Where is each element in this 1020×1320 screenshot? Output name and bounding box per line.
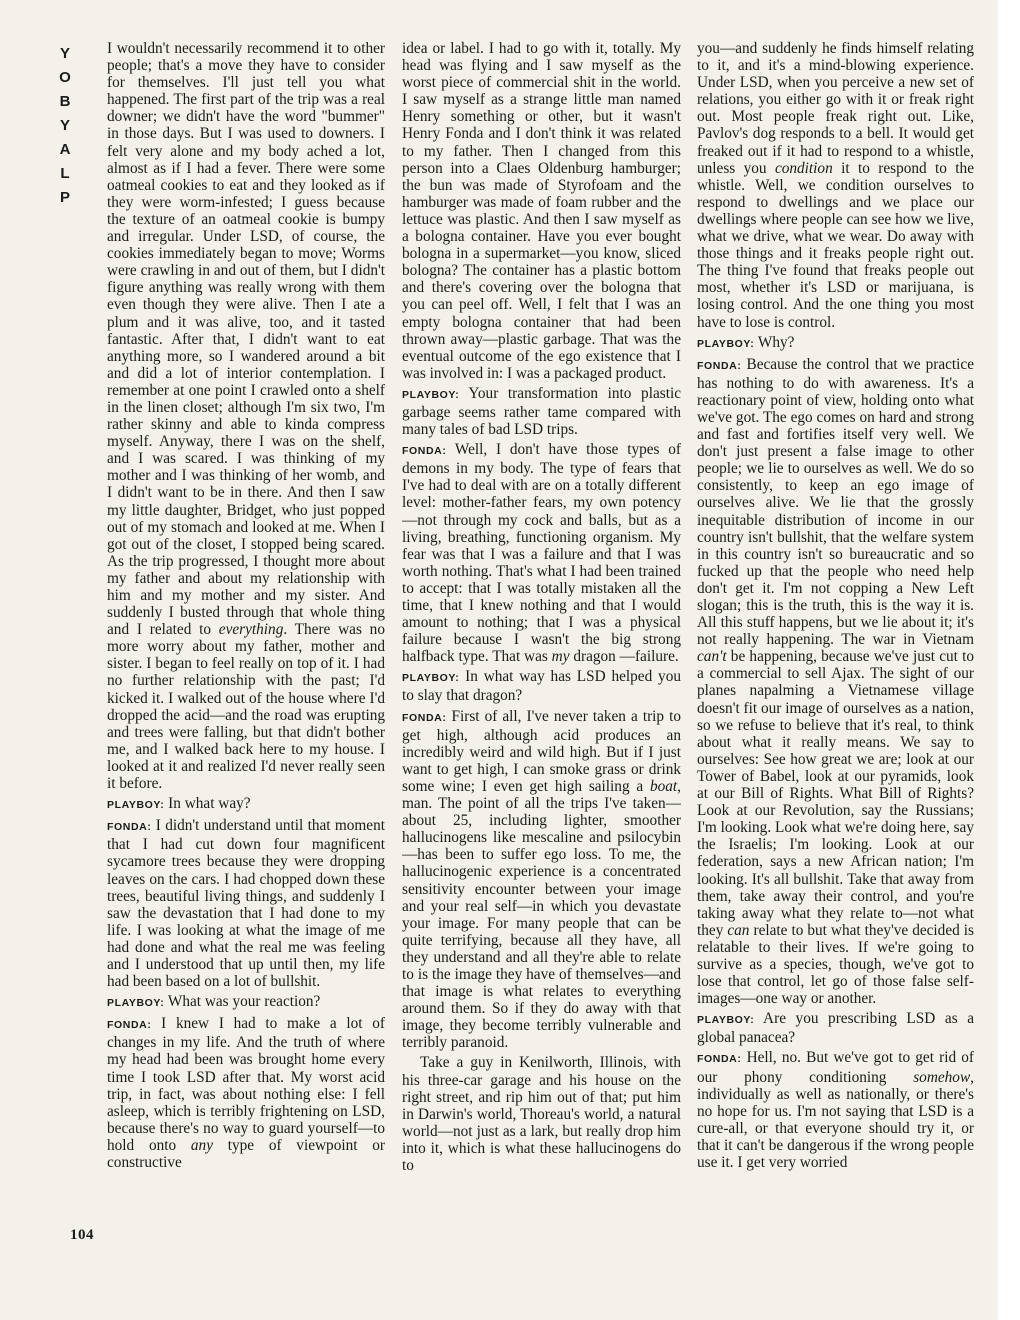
speaker-label: FONDA:: [107, 821, 152, 834]
question: [697, 1010, 974, 1046]
emphasis: everything: [218, 621, 284, 639]
speaker-label: FONDA:: [697, 359, 742, 372]
text-run: dragon —failure.: [573, 648, 679, 666]
paragraph: [107, 40, 385, 792]
speaker-label: PLAYBOY:: [402, 672, 460, 685]
question: [402, 668, 681, 704]
speaker-label: FONDA:: [697, 1053, 742, 1066]
paragraph: [402, 1054, 681, 1174]
text-run: you—and suddenly he finds himself relating to it, and it's a mind-blowing experience. Under LSD, when you perceive a new set of relations, you either go with it or freak right out. Most people freak right out. Like, Pavlov's dog responds to a bell. It would get freaked out if it had to respond to a whistle, unless you: [697, 40, 974, 177]
masthead-letter: L: [60, 165, 70, 182]
text-run: . There was no more worry about my father, mother and sister. I began to feel really on top of it. I had no further relationship with the past; I'd kicked it. I walked out of the house where I'd dropped the acid—and the road was erupting and trees were falling, but that didn't bother me, and I walked back here to my house. I looked at it and realized I'd never really seen it before.: [107, 621, 385, 793]
question: [107, 993, 385, 1012]
text-run: Take a guy in Kenilworth, Illinois, with his three-car garage and his house on the right street, and rip him out of that; put him in Darwin's world, Thoreau's world, a natural world—not just as a lark, but really drop him into it, which is what these hallucinogens do to: [402, 1054, 681, 1174]
masthead-letter: A: [59, 141, 71, 158]
emphasis: can't: [697, 648, 727, 666]
answer: [107, 1015, 385, 1171]
answer: [697, 356, 974, 1008]
speaker-label: FONDA:: [107, 1019, 152, 1032]
speaker-label: PLAYBOY:: [107, 997, 165, 1010]
paragraph: [697, 40, 974, 331]
emphasis: condition: [774, 159, 833, 177]
text-run: idea or label. I had to go with it, totally. My head was flying and I saw myself as the worst piece of commercial shit in the world. I saw myself as a strange little man named Henry something or other, but it wasn't Henry Fonda and I don't think it was related to my father. Then I changed from this person into a Claes Oldenburg hamburger; the bun was made of Styrofoam and the hamburger was made of foam rubber and the lettuce was plastic. And then I saw myself as a bologna container. Have you ever bought bologna in a supermarket—you know, sliced bologna? The container has a plastic bottom and there's covering over the bologna that you can peel off. Well, I felt that I was an empty bologna container that had been thrown away—plastic garbage. That was the eventual outcome of the ego existence that I was involved in: I was a packaged product.: [402, 40, 681, 382]
speaker-label: PLAYBOY:: [697, 337, 755, 350]
speaker-label: FONDA:: [402, 445, 447, 458]
masthead-letter: B: [59, 93, 71, 110]
text-run: In what way has LSD helped you to slay that dragon?: [402, 668, 681, 705]
text-run: relate to but what they've decided is relatable to their lives. If we're going to survive as a species, though, we've got to lose that control, let go of those false self-images—one way or another.: [697, 921, 974, 1008]
answer: [107, 817, 385, 990]
text-column-3: [697, 40, 974, 1302]
text-column-2: [402, 40, 681, 1302]
answer: [697, 1049, 974, 1171]
masthead-letter: O: [59, 69, 71, 86]
speaker-label: FONDA:: [402, 711, 447, 724]
text-run: Why?: [757, 333, 795, 351]
emphasis: my: [551, 648, 570, 666]
text-run: Well, I don't have those types of demons in my body. The type of fears that I've had to deal with are on a totally different level: mother-father fears, my own potency—not through my cock and balls, but as a living, breathing, functioning organism. My fear was that I was a failure and that I was worth nothing. That's what I had been trained to accept: that I was totally mistaken all the time, that I knew nothing and that I would amount to nothing; that I was a physical failure because I wasn't the big strong halfback type. That was: [402, 441, 681, 666]
speaker-label: PLAYBOY:: [402, 388, 460, 401]
masthead-letter: P: [59, 189, 70, 206]
emphasis: any: [190, 1136, 213, 1154]
emphasis: can: [727, 921, 750, 939]
text-run: Your transformation into plastic garbage seems rather tame compared with many tales of bad LSD trips.: [402, 384, 681, 439]
text-run: Are you prescribing LSD as a global panacea?: [697, 1010, 974, 1047]
question: [402, 385, 681, 438]
text-run: I knew I had to make a lot of changes in my life. And the truth of where my head had been was brought home every time I took LSD after that. My worst acid trip, in fact, was about nothing else: I fell asleep, which is terribly frightening on LSD, because there's no way to guard yourself—to hold onto: [107, 1015, 385, 1154]
emphasis: boat: [649, 777, 678, 795]
page-edge: [998, 0, 1020, 1320]
text-run: , individually as well as nationally, or there's no hope for us. I'm not saying that LSD is a cure-all, or that everyone should try it, or that it can't be dangerous if the wrong people use it. I get very worried: [697, 1068, 974, 1171]
text-run: In what way?: [168, 795, 251, 813]
text-column-1: [107, 40, 385, 1302]
text-run: First of all, I've never taken a trip to get high, although acid produces an incredibly weird and wild high. But if I just want to get high, I can smoke grass or drink some wine; I even get high sailing a: [402, 707, 681, 795]
text-run: , man. The point of all the trips I've taken—about 25, including lighter, smoother hallucinogens like mescaline and psilocybin—has been to suffer ego loss. To me, the hallucinogenic experience is a concentrated sensitivity encounter between your image and your real self—in which you devastate your image. For many people that can be quite terrifying, because all they have, all they understand and all they're able to relate to is the image they have of themselves—and that image is what relates to everything around them. So if they do away with that image, they become terribly vulnerable and terribly paranoid.: [402, 777, 681, 1052]
answer: [402, 708, 681, 1052]
masthead-letter: Y: [59, 117, 70, 134]
text-run: What was your reaction?: [167, 993, 321, 1011]
text-run: Because the control that we practice has nothing to do with awareness. It's a reactionary point of view, holding onto what we've got. The ego comes on hard and strong and fast and fortifies itself very well. We don't just present a false image to other people; we lie to ourselves as well. We do so consistently, to keep an ego image of ourselves alive. We lie that the grossly inequitable distribution of income in our country isn't bullshit, that the welfare system in this country isn't so bureaucratic and so fucked up that the people who need help don't get it. I'm not copping a New Left slogan; this is the truth, this is the way it is. All this stuff happens, but we lie about it; it's not really happening. The war in Vietnam: [697, 355, 974, 649]
question: [697, 334, 974, 353]
speaker-label: PLAYBOY:: [697, 1014, 755, 1027]
text-run: type of viewpoint or constructive: [107, 1136, 385, 1171]
speaker-label: PLAYBOY:: [107, 799, 165, 812]
text-run: Hell, no. But we've got to get rid of our phony conditioning: [697, 1049, 974, 1086]
emphasis: somehow: [913, 1068, 971, 1086]
question: [107, 795, 385, 814]
text-run: be happening, because we've just cut to a commercial to sell Ajax. The sight of our planes napalming a Vietnamese village doesn't fit our image of ourselves as a nation, so we refuse to believe that it's real, to think about what it really means. We say to ourselves: See how great we are; look at our Tower of Babel, look at our pyramids, look at our Bill of Rights. What Bill of Rights? Look at our Revolution, say the Russians; I'm looking. Look what we're doing here, say the Israelis; I'm looking. Look at our federation, says a new African nation; I'm looking. It's all bullshit. Take that away from them, take away their control, and you're taking away what they relate to—not what they: [697, 648, 974, 939]
paragraph: [402, 40, 681, 382]
text-run: I wouldn't necessarily recommend it to other people; that's a move they have to consider for themselves. I'll just tell you what happened. The first part of the trip was a real downer; we didn't have the word "bummer" in those days. But I was used to downers. I felt very alone and my body ached a lot, almost as if I had a fever. There were some oatmeal cookies to eat and they looked as if they were worm-infested; I guess because the texture of an oatmeal cookie is bumpy and irregular. Under LSD, of course, the cookies immediately began to move; Worms were crawling in and out of them, but I didn't figure anything was really wrong with them even though they were alive. Then I ate a plum and it was alive, too, and it tasted fantastic. After that, I didn't want to eat anything more, so I wandered around a bit and did a lot of interior contemplation. I remember at one point I crawled onto a shelf in the linen closet; although I'm six two, I'm rather skinny and able to kinda compress myself. Anyway, there I was on the shelf, and I was scared. I was thinking of my mother and I was thinking of her womb, and I didn't want to be in there. And then I saw my little daughter, Bridget, who just popped out of my stomach and looked at me. When I got out of the closet, I stopped being scared. As the trip progressed, I thought more about my father and about my relationship with him and my mother and my sister. And suddenly I busted through that whole thing and I related to: [107, 40, 385, 639]
text-run: I didn't understand until that moment that I had cut down four magnificent sycamore trees because they were dropping leaves on the cars. I had chopped down these trees, beautiful living things, and suddenly I saw the devastation that I had done to my life. I was looking at what the image of me had done and what the real me was feeling and I understood that up until then, my life had been based on a lot of bullshit.: [107, 817, 385, 991]
masthead-letter: Y: [59, 45, 70, 62]
masthead-vertical: [48, 42, 82, 210]
text-run: it to respond to the whistle. Well, we condition ourselves to respond to dwellings and we place our dwellings where people can see how we live, what we drive, what we wear. Do away with those things and it freaks people right out. The thing I've found that freaks people out most, whether it's LSD or marijuana, is losing control. And the one thing you most have to lose is control.: [697, 159, 974, 331]
answer: [402, 441, 681, 665]
page-number: 104: [70, 1227, 94, 1243]
